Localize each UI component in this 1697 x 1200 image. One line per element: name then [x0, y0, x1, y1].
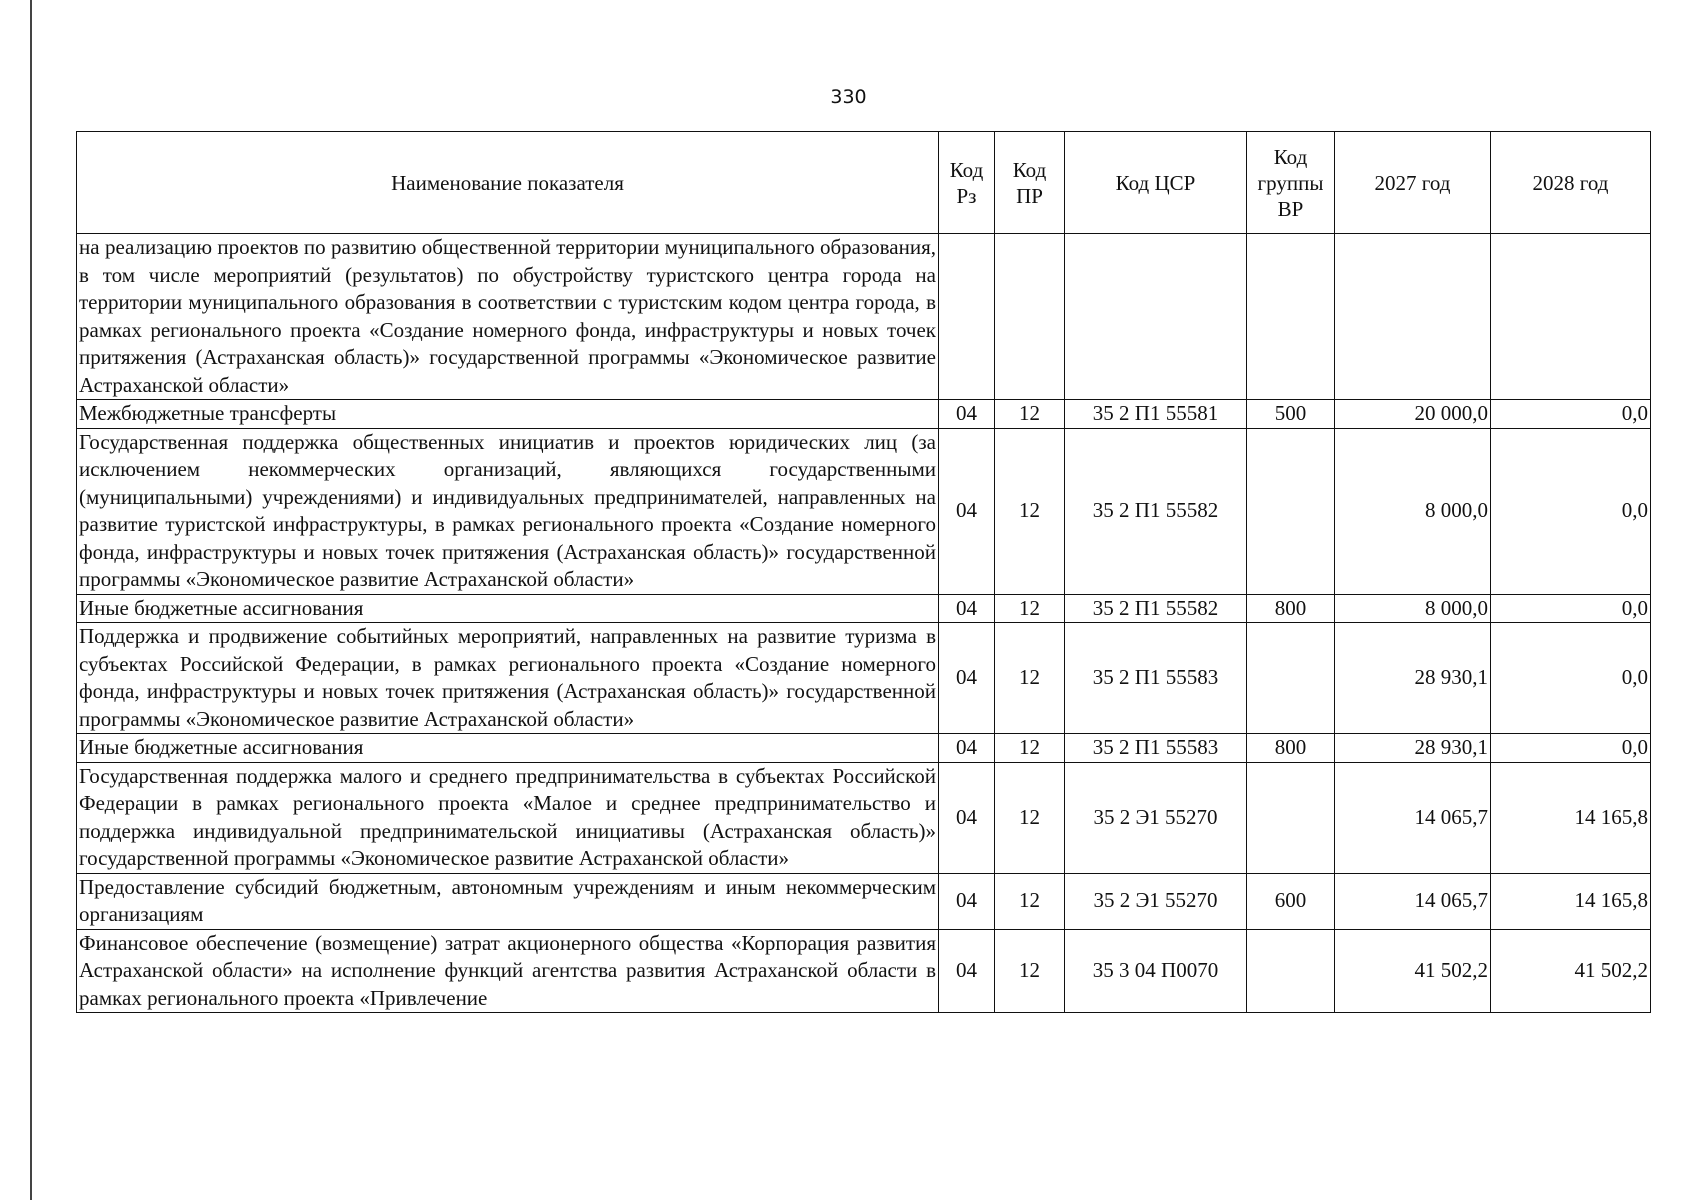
header-2028: 2028 год — [1491, 132, 1651, 234]
row-name: Поддержка и продвижение событийных мероприятий, направленных на развитие туризма в субъектах Российской Федерации, в рамках регионального проекта «Создание номерного фонда, инфраструктуры и новых точек притяжения (Астраханская область)» государственной программы «Экономическое развитие Астраханской области» — [77, 623, 939, 734]
row-2028: 0,0 — [1491, 734, 1651, 763]
row-pr: 12 — [995, 873, 1065, 929]
table-row — [77, 929, 1651, 1013]
row-csr: 35 2 П1 55583 — [1065, 623, 1247, 734]
row-2027: 28 930,1 — [1335, 734, 1491, 763]
row-pr: 12 — [995, 623, 1065, 734]
row-rz: 04 — [939, 623, 995, 734]
row-2028: 14 165,8 — [1491, 873, 1651, 929]
row-2027: 8 000,0 — [1335, 428, 1491, 594]
table-header-row — [77, 132, 1651, 234]
row-csr — [1065, 234, 1247, 400]
row-csr: 35 2 П1 55583 — [1065, 734, 1247, 763]
row-rz: 04 — [939, 428, 995, 594]
row-name: Иные бюджетные ассигнования — [77, 734, 939, 763]
row-csr: 35 2 Э1 55270 — [1065, 873, 1247, 929]
row-name: Иные бюджетные ассигнования — [77, 594, 939, 623]
row-vr — [1247, 234, 1335, 400]
left-margin-line — [30, 0, 32, 1200]
row-rz: 04 — [939, 929, 995, 1013]
table-row — [77, 734, 1651, 763]
table-row — [77, 873, 1651, 929]
row-csr: 35 2 П1 55582 — [1065, 594, 1247, 623]
row-pr — [995, 234, 1065, 400]
row-vr — [1247, 929, 1335, 1013]
row-2027: 8 000,0 — [1335, 594, 1491, 623]
row-name: Финансовое обеспечение (возмещение) затрат акционерного общества «Корпорация развития Астраханской области» на исполнение функций агентства развития Астраханской области в рамках регионального проекта «Привлечение — [77, 929, 939, 1013]
row-2028: 14 165,8 — [1491, 762, 1651, 873]
row-name: Государственная поддержка малого и среднего предпринимательства в субъектах Российской Федерации в рамках регионального проекта «Малое и среднее предпринимательство и поддержка индивидуальной предпринимательской инициативы (Астраханская область)» государственной программы «Экономическое развитие Астраханской области» — [77, 762, 939, 873]
row-rz: 04 — [939, 762, 995, 873]
table-row — [77, 594, 1651, 623]
row-csr: 35 2 П1 55582 — [1065, 428, 1247, 594]
table-row — [77, 428, 1651, 594]
row-rz: 04 — [939, 400, 995, 429]
row-vr — [1247, 428, 1335, 594]
row-vr: 500 — [1247, 400, 1335, 429]
header-csr: Код ЦСР — [1065, 132, 1247, 234]
row-2028 — [1491, 234, 1651, 400]
row-2027: 28 930,1 — [1335, 623, 1491, 734]
table-row — [77, 762, 1651, 873]
row-csr: 35 2 П1 55581 — [1065, 400, 1247, 429]
header-vr: Код группы ВР — [1247, 132, 1335, 234]
row-2028: 0,0 — [1491, 594, 1651, 623]
row-2027: 41 502,2 — [1335, 929, 1491, 1013]
table-row — [77, 400, 1651, 429]
row-vr: 800 — [1247, 594, 1335, 623]
row-csr: 35 2 Э1 55270 — [1065, 762, 1247, 873]
row-name: Межбюджетные трансферты — [77, 400, 939, 429]
row-pr: 12 — [995, 929, 1065, 1013]
row-2028: 0,0 — [1491, 400, 1651, 429]
row-vr — [1247, 623, 1335, 734]
header-name: Наименование показателя — [77, 132, 939, 234]
row-vr: 800 — [1247, 734, 1335, 763]
row-rz — [939, 234, 995, 400]
row-2028: 41 502,2 — [1491, 929, 1651, 1013]
row-rz: 04 — [939, 873, 995, 929]
row-pr: 12 — [995, 762, 1065, 873]
row-rz: 04 — [939, 734, 995, 763]
row-name: Государственная поддержка общественных инициатив и проектов юридических лиц (за исключением некоммерческих организаций, являющихся государственными (муниципальными) учреждениями) и индивидуальных предпринимателей, направленных на развитие туристской инфраструктуры, в рамках регионального проекта «Создание номерного фонда, инфраструктуры и новых точек притяжения (Астраханская область)» государственной программы «Экономическое развитие Астраханской области» — [77, 428, 939, 594]
row-rz: 04 — [939, 594, 995, 623]
row-vr: 600 — [1247, 873, 1335, 929]
row-pr: 12 — [995, 428, 1065, 594]
header-rz: Код Рз — [939, 132, 995, 234]
row-2027 — [1335, 234, 1491, 400]
row-pr: 12 — [995, 594, 1065, 623]
row-vr — [1247, 762, 1335, 873]
row-2028: 0,0 — [1491, 623, 1651, 734]
row-name: на реализацию проектов по развитию общественной территории муниципального образования, в том числе мероприятий (результатов) по обустройству туристского центра города на территории муниципального образования в соответствии с туристским кодом центра города, в рамках регионального проекта «Создание номерного фонда, инфраструктуры и новых точек притяжения (Астраханская область)» государственной программы «Экономическое развитие Астраханской области» — [77, 234, 939, 400]
row-2027: 20 000,0 — [1335, 400, 1491, 429]
row-name: Предоставление субсидий бюджетным, автономным учреждениям и иным некоммерческим организациям — [77, 873, 939, 929]
page-number: 330 — [830, 86, 867, 108]
table-row — [77, 623, 1651, 734]
row-2027: 14 065,7 — [1335, 762, 1491, 873]
row-2027: 14 065,7 — [1335, 873, 1491, 929]
budget-table — [76, 131, 1651, 1013]
header-pr: Код ПР — [995, 132, 1065, 234]
table-row — [77, 234, 1651, 400]
row-pr: 12 — [995, 734, 1065, 763]
row-csr: 35 3 04 П0070 — [1065, 929, 1247, 1013]
row-2028: 0,0 — [1491, 428, 1651, 594]
header-2027: 2027 год — [1335, 132, 1491, 234]
row-pr: 12 — [995, 400, 1065, 429]
